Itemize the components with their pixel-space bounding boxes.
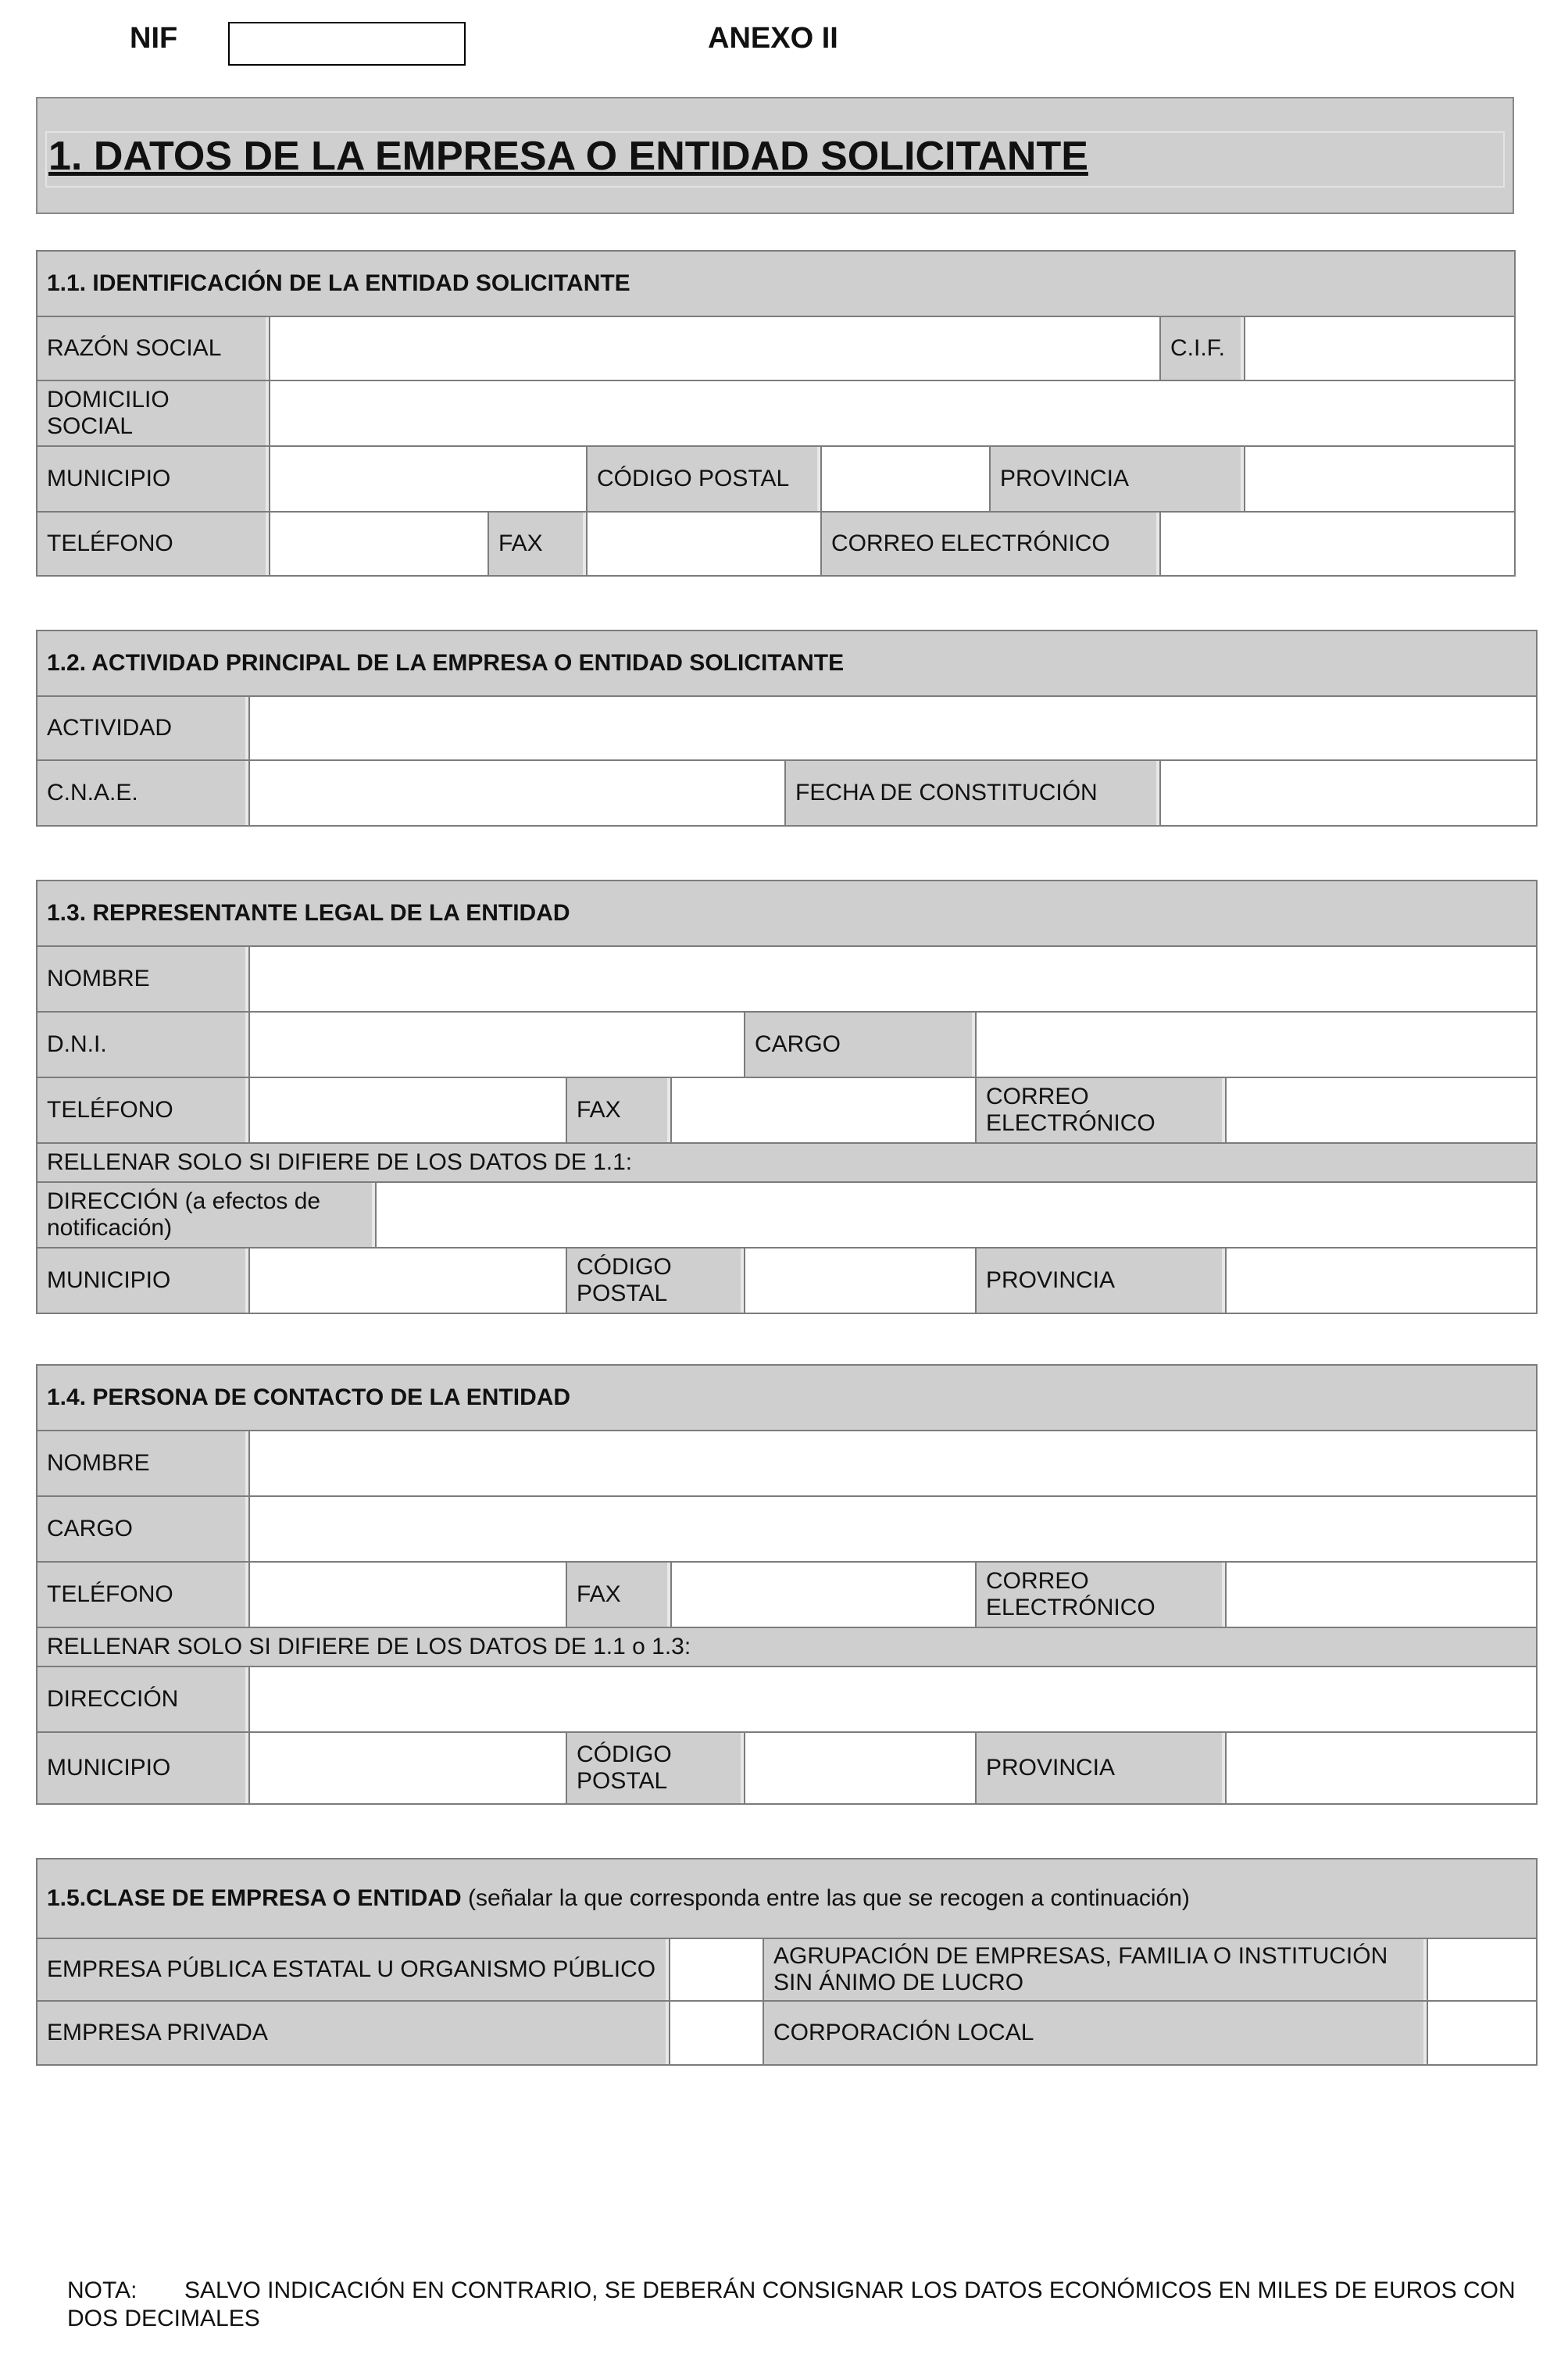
cif-field[interactable] <box>1245 316 1515 380</box>
label-dni: D.N.I. <box>37 1012 249 1077</box>
codigo-postal-field[interactable] <box>745 1732 976 1804</box>
label-correo: CORREO ELECTRÓNICO <box>976 1562 1226 1627</box>
agrupacion-checkbox[interactable] <box>1427 1938 1537 2001</box>
nombre-field[interactable] <box>249 946 1537 1012</box>
label-fax: FAX <box>566 1077 671 1143</box>
codigo-postal-field[interactable] <box>821 446 990 512</box>
telefono-field[interactable] <box>249 1077 566 1143</box>
nif-input[interactable] <box>228 22 466 66</box>
domicilio-field[interactable] <box>270 380 1515 446</box>
razon-social-field[interactable] <box>270 316 1160 380</box>
section-heading: 1.2. ACTIVIDAD PRINCIPAL DE LA EMPRESA O ENTIDAD SOLICITANTE <box>37 631 1537 696</box>
label-provincia: PROVINCIA <box>976 1732 1226 1804</box>
correo-field[interactable] <box>1226 1077 1537 1143</box>
heading-instruction: (señalar la que corresponda entre las que se recogen a continuación) <box>461 1885 1190 1911</box>
provincia-field[interactable] <box>1226 1248 1537 1313</box>
label-telefono: TELÉFONO <box>37 512 270 576</box>
label-municipio: MUNICIPIO <box>37 446 270 512</box>
label-provincia: PROVINCIA <box>990 446 1245 512</box>
label-empresa-publica: EMPRESA PÚBLICA ESTATAL U ORGANISMO PÚBLICO <box>37 1938 670 2001</box>
label-fax: FAX <box>566 1562 671 1627</box>
municipio-field[interactable] <box>270 446 587 512</box>
footer-note <box>67 2277 1520 2333</box>
label-municipio: MUNICIPIO <box>37 1732 249 1804</box>
label-fax: FAX <box>488 512 587 576</box>
label-codigo-postal: CÓDIGO POSTAL <box>587 446 821 512</box>
correo-field[interactable] <box>1160 512 1515 576</box>
section-heading: 1.1. IDENTIFICACIÓN DE LA ENTIDAD SOLICITANTE <box>37 251 1515 316</box>
direccion-field[interactable] <box>249 1666 1537 1732</box>
dni-field[interactable] <box>249 1012 745 1077</box>
label-nombre: NOMBRE <box>37 946 249 1012</box>
label-razon-social: RAZÓN SOCIAL <box>37 316 270 380</box>
nombre-field[interactable] <box>249 1431 1537 1496</box>
annex-title: ANEXO II <box>708 22 838 55</box>
correo-field[interactable] <box>1226 1562 1537 1627</box>
label-municipio: MUNICIPIO <box>37 1248 249 1313</box>
section-heading: 1.3. REPRESENTANTE LEGAL DE LA ENTIDAD <box>37 881 1537 946</box>
label-actividad: ACTIVIDAD <box>37 696 249 760</box>
telefono-field[interactable] <box>270 512 488 576</box>
form-header <box>0 0 1568 86</box>
section-clase-empresa <box>36 1858 1538 2066</box>
label-codigo-postal: CÓDIGO POSTAL <box>566 1248 745 1313</box>
direccion-field[interactable] <box>376 1182 1537 1248</box>
label-correo: CORREO ELECTRÓNICO <box>821 512 1160 576</box>
section-heading <box>37 1859 1537 1938</box>
fecha-constitucion-field[interactable] <box>1160 760 1537 826</box>
label-correo: CORREO ELECTRÓNICO <box>976 1077 1226 1143</box>
label-cif: C.I.F. <box>1160 316 1245 380</box>
label-corporacion-local: CORPORACIÓN LOCAL <box>763 2001 1427 2065</box>
telefono-field[interactable] <box>249 1562 566 1627</box>
label-direccion: DIRECCIÓN <box>37 1666 249 1732</box>
cnae-field[interactable] <box>249 760 785 826</box>
section-heading: 1.4. PERSONA DE CONTACTO DE LA ENTIDAD <box>37 1365 1537 1431</box>
fax-field[interactable] <box>671 1562 976 1627</box>
label-cargo: CARGO <box>37 1496 249 1562</box>
label-fecha-constitucion: FECHA DE CONSTITUCIÓN <box>785 760 1160 826</box>
section-actividad <box>36 630 1538 827</box>
label-domicilio: DOMICILIO SOCIAL <box>37 380 270 446</box>
empresa-publica-checkbox[interactable] <box>670 1938 763 2001</box>
label-cargo: CARGO <box>745 1012 976 1077</box>
codigo-postal-field[interactable] <box>745 1248 976 1313</box>
section-contacto <box>36 1364 1538 1805</box>
label-cnae: C.N.A.E. <box>37 760 249 826</box>
page-title: 1. DATOS DE LA EMPRESA O ENTIDAD SOLICITANTE <box>48 134 1088 179</box>
label-agrupacion: AGRUPACIÓN DE EMPRESAS, FAMILIA O INSTITUCIÓN SIN ÁNIMO DE LUCRO <box>763 1938 1427 2001</box>
municipio-field[interactable] <box>249 1732 566 1804</box>
provincia-field[interactable] <box>1245 446 1515 512</box>
rellenar-note: RELLENAR SOLO SI DIFIERE DE LOS DATOS DE 1.1 o 1.3: <box>37 1627 1537 1666</box>
note-text: SALVO INDICACIÓN EN CONTRARIO, SE DEBERÁN CONSIGNAR LOS DATOS ECONÓMICOS EN MILES DE EUROS CON DOS DECIMALES <box>67 2277 1516 2331</box>
label-direccion: DIRECCIÓN (a efectos de notificación) <box>37 1182 376 1248</box>
fax-field[interactable] <box>587 512 821 576</box>
empresa-privada-checkbox[interactable] <box>670 2001 763 2065</box>
cargo-field[interactable] <box>249 1496 1537 1562</box>
cargo-field[interactable] <box>976 1012 1537 1077</box>
label-nombre: NOMBRE <box>37 1431 249 1496</box>
label-provincia: PROVINCIA <box>976 1248 1226 1313</box>
section-identificacion <box>36 250 1516 577</box>
actividad-field[interactable] <box>249 696 1537 760</box>
heading-bold: 1.5.CLASE DE EMPRESA O ENTIDAD <box>47 1885 462 1911</box>
label-empresa-privada: EMPRESA PRIVADA <box>37 2001 670 2065</box>
nif-label: NIF <box>130 22 178 55</box>
provincia-field[interactable] <box>1226 1732 1537 1804</box>
label-codigo-postal: CÓDIGO POSTAL <box>566 1732 745 1804</box>
fax-field[interactable] <box>671 1077 976 1143</box>
note-tag: NOTA: <box>67 2277 138 2303</box>
municipio-field[interactable] <box>249 1248 566 1313</box>
label-telefono: TELÉFONO <box>37 1562 249 1627</box>
section-representante <box>36 880 1538 1314</box>
corporacion-local-checkbox[interactable] <box>1427 2001 1537 2065</box>
label-telefono: TELÉFONO <box>37 1077 249 1143</box>
rellenar-note: RELLENAR SOLO SI DIFIERE DE LOS DATOS DE 1.1: <box>37 1143 1537 1182</box>
